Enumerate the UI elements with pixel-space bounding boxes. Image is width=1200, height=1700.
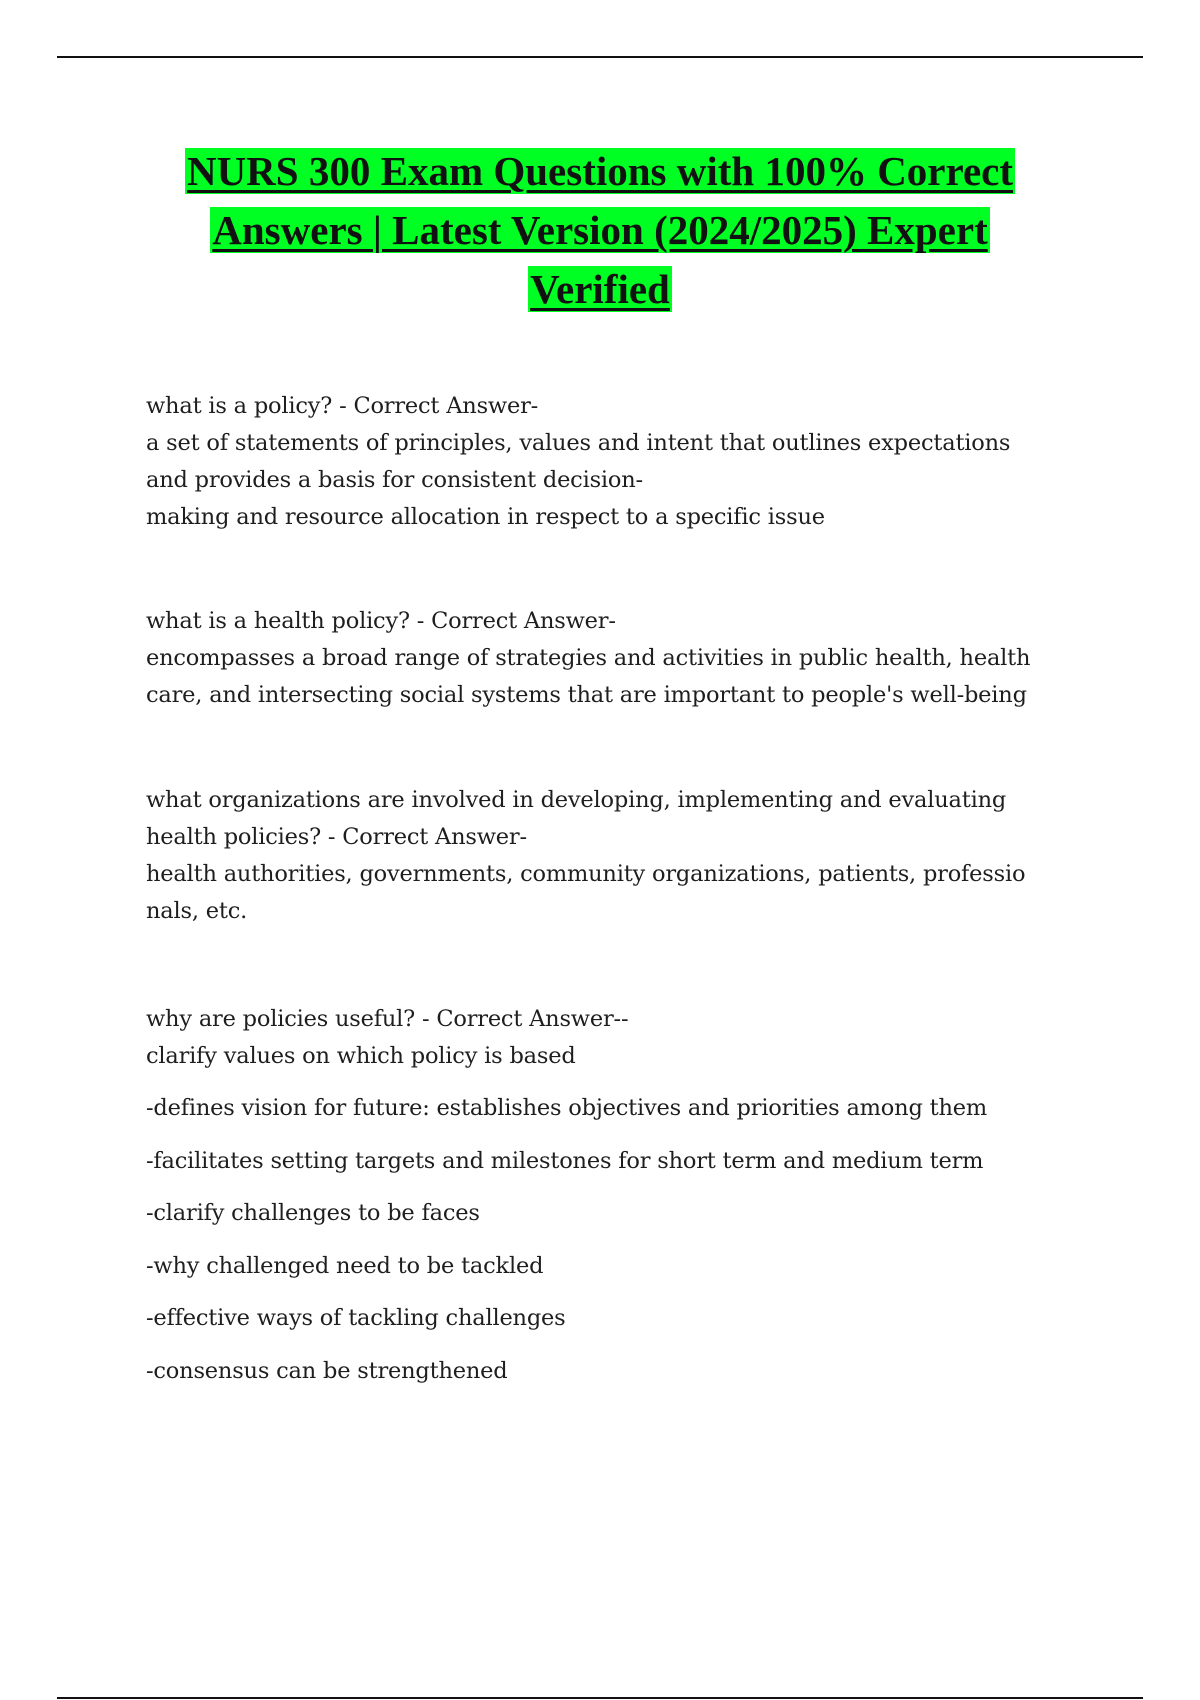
answer-bullet: -defines vision for future: establishes objectives and priorities among them: [146, 1095, 987, 1121]
qa-item: [146, 603, 1106, 714]
answer-line: making and resource allocation in respect to a specific issue: [146, 504, 825, 530]
question-text: what organizations are involved in developing, implementing and evaluating: [146, 787, 1007, 813]
answer-bullet: -why challenged need to be tackled: [146, 1252, 544, 1279]
answer-line: care, and intersecting social systems that are important to people's well-being: [146, 682, 1027, 708]
answer-line: and provides a basis for consistent decision-: [146, 467, 643, 493]
document-title: [100, 142, 1100, 319]
answer-bullet: -facilitates setting targets and milestones for short term and medium term: [146, 1147, 984, 1174]
answer-bullet: -clarify challenges to be faces: [146, 1200, 480, 1226]
answer-line: clarify values on which policy is based: [146, 1043, 576, 1069]
qa-item: [146, 782, 1106, 930]
answer-bullet-list: [146, 1090, 1106, 1390]
top-rule: [57, 56, 1143, 58]
document-body: [146, 388, 1106, 1390]
qa-item: [146, 388, 1106, 536]
answer-line: nals, etc.: [146, 898, 248, 924]
question-text: health policies? - Correct Answer-: [146, 824, 527, 850]
title-line-3: Verified: [530, 266, 670, 312]
answer-line: a set of statements of principles, values and intent that outlines expectations: [146, 430, 1011, 456]
question-text: why are policies useful? - Correct Answer--: [146, 1006, 629, 1032]
title-line-2: Answers | Latest Version (2024/2025) Expert: [212, 207, 988, 253]
answer-line: health authorities, governments, community organizations, patients, professio: [146, 861, 1026, 887]
answer-bullet: -effective ways of tackling challenges: [146, 1305, 566, 1331]
question-text: what is a policy? - Correct Answer-: [146, 393, 539, 419]
qa-item: [146, 1001, 1106, 1390]
question-text: what is a health policy? - Correct Answer-: [146, 608, 616, 634]
answer-line: encompasses a broad range of strategies and activities in public health, health: [146, 645, 1031, 671]
bottom-rule: [57, 1697, 1143, 1699]
title-line-1: NURS 300 Exam Questions with 100% Correct: [186, 148, 1014, 194]
answer-bullet: -consensus can be strengthened: [146, 1357, 508, 1384]
